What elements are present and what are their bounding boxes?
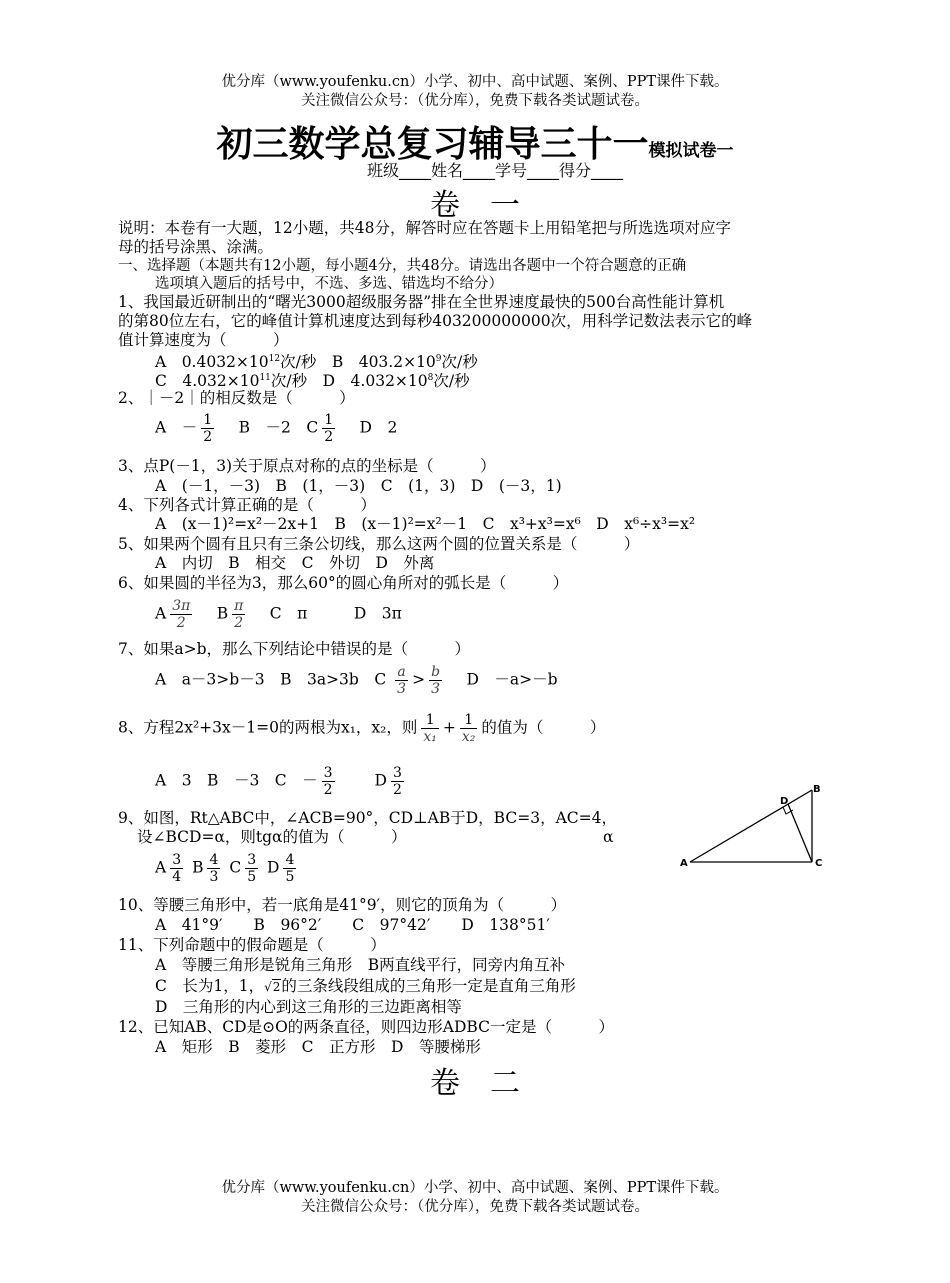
q2-opt-a-label: A －	[155, 418, 198, 437]
volume-two-heading: 卷 二	[430, 1066, 520, 1101]
q9-line-1: 9、如图，Rt△ABC中，∠ACB=90°，CD⊥AB于D，BC=3，AC=4，	[118, 809, 617, 827]
q1-opt-c: C 4.032×10	[155, 372, 260, 391]
q8-stem-pre: 8、方程2x²+3x－1=0的两根为x₁，x₂，则	[118, 718, 418, 737]
q1-opt-d-unit: 次/秒	[433, 372, 470, 391]
q7-opt-c-frac-1	[395, 664, 408, 697]
q9-opt-b-fraction	[207, 852, 220, 885]
footer-line-2: 关注微信公众号：（优分库），免费下载各类试题试卷。	[301, 1199, 649, 1215]
q1-opt-d-exp: 8	[427, 373, 434, 383]
info-line: 班级____姓名____学号____得分____	[366, 161, 623, 180]
q7-c-gt: >	[412, 670, 426, 689]
q8-opt-d-fraction	[391, 765, 404, 798]
q7-c-den2: 3	[431, 681, 440, 697]
q7-c-num2: b	[431, 664, 441, 680]
q1-options-cd	[155, 369, 470, 391]
header-line-1: 优分库（www.youfenku.cn）小学、初中、高中试题、案例、PPT课件下载。	[221, 74, 729, 90]
q9-d-num: 4	[285, 852, 295, 868]
q8-frac-1	[421, 712, 439, 745]
q1-opt-b-unit: 次/秒	[441, 353, 478, 372]
q6-b-den: 2	[234, 615, 244, 631]
q8-f2-den: x₂	[461, 729, 476, 745]
q1-line-1: 1、我国最近研制出的“曙光3000超级服务器”排在全世界速度最快的500台高性能计算机	[118, 293, 725, 311]
q12-stem: 12、已知AB、CD是⊙O的两条直径，则四边形ADBC一定是（ ）	[118, 1018, 614, 1036]
q7-options	[155, 664, 558, 697]
q6-b-num: π	[234, 598, 244, 614]
section-line-2: 选项填入题后的括号中，不选、多选、错选均不给分）	[155, 276, 503, 292]
q6-opt-c: C π	[269, 604, 308, 623]
q9-opt-b-label: B	[192, 858, 204, 877]
q1-opt-a: A 0.4032×10	[155, 353, 269, 372]
q9-opt-a-fraction	[170, 852, 183, 885]
q6-a-num: 3π	[172, 598, 191, 614]
q10-options: A 41°9′ B 96°2′ C 97°42′ D 138°51′	[155, 916, 550, 934]
q2-c-num: 1	[324, 412, 334, 428]
q6-opt-a-fraction	[170, 598, 192, 631]
q11-opt-c-pre: C 长为1，1，	[155, 977, 265, 995]
q1-line-2: 的第80位左右，它的峰值计算机速度达到每秒403200000000次，用科学记数法表示它的峰	[118, 312, 753, 330]
intro-line-1: 说明：本卷有一大题，12小题，共48分，解答时应在答题卡上用铅笔把与所选选项对应字	[118, 219, 731, 237]
q2-opt-bc-label: B －2 C	[238, 418, 319, 437]
q9-opt-d-fraction	[283, 852, 296, 885]
triangle-figure	[680, 780, 830, 875]
q9-opt-a-label: A	[155, 858, 167, 877]
label-a: A	[680, 858, 688, 869]
q9-line-2: 设∠BCD=α，则tgα的值为（ ）	[137, 828, 407, 846]
label-c: C	[815, 858, 823, 869]
q11-opt-c	[155, 977, 576, 997]
segment-cd	[788, 804, 812, 862]
q8-d-den: 2	[392, 782, 402, 798]
q9-a-num: 3	[172, 852, 182, 868]
q9-alpha: α	[603, 828, 614, 846]
q8-c-den: 2	[323, 782, 333, 798]
q5-stem: 5、如果两个圆有且只有三条公切线，那么这两个圆的位置关系是（ ）	[118, 535, 640, 553]
q8-f1-den: x₁	[423, 729, 437, 745]
q8-opt-c-fraction	[322, 765, 335, 798]
q6-opt-b-fraction	[232, 598, 245, 631]
q9-b-num: 4	[209, 852, 219, 868]
q6-opt-b-label: B	[216, 604, 229, 623]
q11-opt-c-post: 的三条线段组成的三角形一定是直角三角形	[281, 977, 576, 995]
q2-opt-a-fraction	[201, 412, 214, 445]
q11-stem: 11、下列命题中的假命题是（ ）	[118, 936, 386, 954]
q9-a-den: 4	[172, 869, 182, 885]
q1-line-3: 值计算速度为（ ）	[118, 331, 289, 349]
q7-opt-c-frac-2	[429, 664, 442, 697]
label-d: D	[780, 796, 789, 807]
q7-c-num1: a	[395, 664, 408, 681]
label-b: B	[813, 784, 821, 795]
q7-opt-ab: A a－3>b－3 B 3a>3b C	[155, 670, 387, 689]
q1-opt-b: 次/秒 B 403.2×10	[280, 353, 436, 372]
q9-b-den: 3	[209, 869, 219, 885]
q9-c-den: 5	[247, 869, 257, 885]
q7-opt-d: D －a>－b	[466, 670, 558, 689]
q6-opt-a-label: A	[155, 604, 167, 623]
q9-opt-c-label: C	[229, 858, 242, 877]
q11-opt-c-radicand: 2	[272, 980, 281, 994]
q2-stem: 2、｜－2｜的相反数是（ ）	[118, 389, 355, 407]
q4-stem: 4、下列各式计算正确的是（ ）	[118, 496, 376, 514]
section-line-1: 一、选择题（本题共有12小题，每小题4分，共48分。请选出各题中一个符合题意的正确	[118, 258, 687, 274]
q8-d-num: 3	[392, 765, 402, 781]
q12-options: A 矩形 B 菱形 C 正方形 D 等腰梯形	[155, 1038, 481, 1056]
q8-c-num: 3	[323, 765, 333, 781]
q5-options: A 内切 B 相交 C 外切 D 外离	[155, 554, 435, 572]
q1-opt-c-exp: 11	[259, 373, 271, 383]
q6-opt-d: D 3π	[353, 604, 402, 623]
q11-opt-d: D 三角形的内心到这三角形的三边距离相等	[155, 998, 462, 1016]
q8-options	[155, 765, 408, 798]
q4-options: A (x－1)²=x²－2x+1 B (x－1)²=x²－1 C x³+x³=x⁶ D x⁶÷x³=x²	[155, 515, 696, 533]
q2-a-den: 2	[203, 429, 213, 445]
q3-stem: 3、点P(－1，3)关于原点对称的点的坐标是（ ）	[118, 457, 496, 475]
q8-stem	[118, 712, 605, 745]
intro-line-2: 母的括号涂黑、涂满。	[118, 238, 274, 256]
q9-c-num: 3	[247, 852, 257, 868]
q1-opt-b-exp: 9	[435, 354, 442, 364]
q9-opt-c-fraction	[245, 852, 258, 885]
q2-options	[155, 412, 397, 445]
q6-a-den: 2	[176, 615, 186, 631]
q7-c-den1: 3	[397, 681, 407, 697]
q11-opt-ab: A 等腰三角形是锐角三角形 B两直线平行，同旁内角互补	[155, 956, 566, 974]
footer-line-1: 优分库（www.youfenku.cn）小学、初中、高中试题、案例、PPT课件下载。	[221, 1180, 729, 1196]
q9-opt-d-label: D	[267, 858, 280, 877]
sqrt-icon: √	[264, 980, 272, 994]
q8-opt-d-label: D	[374, 771, 387, 790]
header-line-2: 关注微信公众号：（优分库），免费下载各类试题试卷。	[301, 93, 649, 109]
q6-stem: 6、如果圆的半径为3，那么60°的圆心角所对的弧长是（ ）	[118, 574, 569, 592]
q7-stem: 7、如果a>b，那么下列结论中错误的是（ ）	[118, 640, 471, 658]
q8-plus: +	[442, 718, 456, 737]
q3-options: A (－1，－3) B (1，－3) C (1，3) D (－3，1)	[155, 477, 562, 495]
q6-options	[155, 598, 402, 631]
q1-opt-a-exp: 12	[268, 354, 281, 364]
q9-options	[155, 852, 300, 885]
triangle-svg	[680, 780, 830, 875]
q8-f2-num: 1	[460, 712, 478, 729]
q8-opt-abc: A 3 B －3 C －	[155, 771, 318, 790]
q9-d-den: 5	[285, 869, 295, 885]
q2-opt-d: D 2	[359, 418, 398, 437]
q10-stem: 10、等腰三角形中，若一底角是41°9′，则它的顶角为（ ）	[118, 896, 567, 914]
q1-opt-d: 次/秒 D 4.032×10	[270, 372, 428, 391]
side-ab	[690, 790, 812, 862]
title-sub: 模拟试卷一	[648, 141, 734, 161]
q2-opt-c-fraction	[322, 412, 335, 445]
q2-c-den: 2	[324, 429, 334, 445]
q8-stem-post: 的值为（ ）	[481, 718, 606, 737]
q8-frac-2	[460, 712, 478, 745]
q8-f1-num: 1	[421, 712, 439, 729]
title-main: 初三数学总复习辅导三十一	[216, 124, 649, 165]
q2-a-num: 1	[203, 412, 213, 428]
volume-one-heading: 卷 一	[430, 188, 520, 223]
